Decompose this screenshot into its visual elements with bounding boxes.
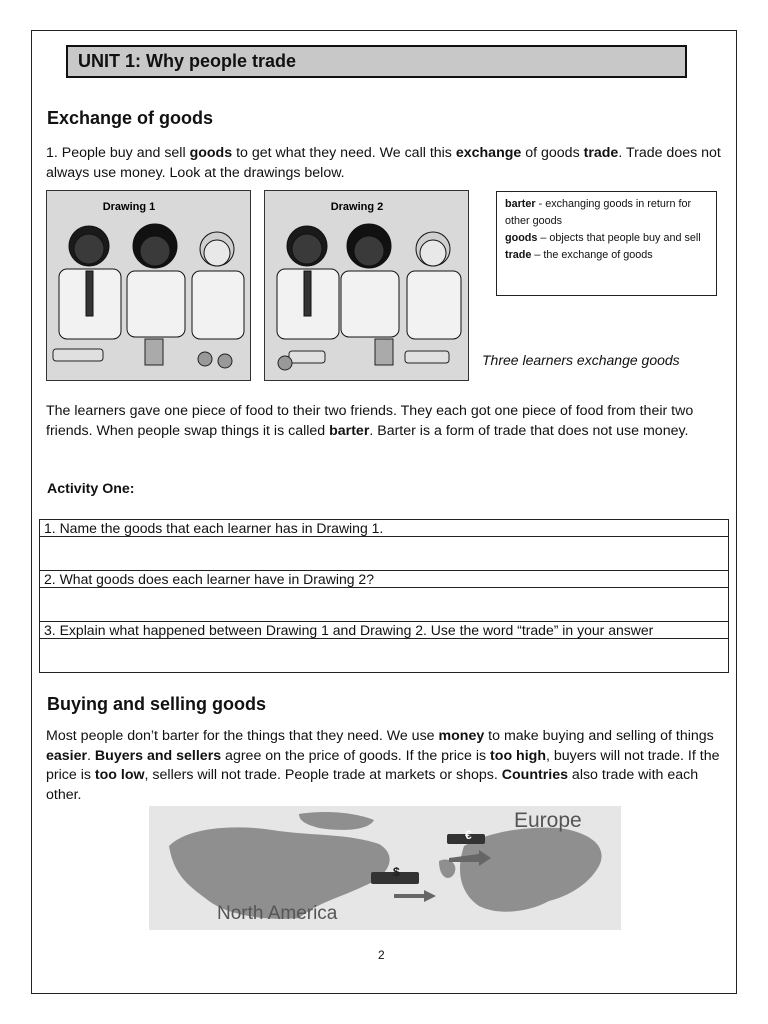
page-number: 2 <box>378 948 385 962</box>
activity-table <box>39 519 729 673</box>
unit-title: UNIT 1: Why people trade <box>66 45 687 78</box>
activity-answer-2[interactable] <box>40 588 729 622</box>
buying-paragraph: Most people don’t barter for the things that they need. We use money to make buying and selling of things easier. Buyers and sellers agree on the price of goods. If the price is too high, buyers will not trade. If the price is too low, sellers will not trade. People trade at markets or shops. Countries also trade with each other. <box>46 728 720 803</box>
section-heading-buying: Buying and selling goods <box>47 694 267 714</box>
trade-map <box>149 806 621 930</box>
label-north-america: North America <box>217 903 338 924</box>
activity-answer-3[interactable] <box>40 639 729 673</box>
intro-paragraph: 1. People buy and sell goods to get what they need. We call this exchange of goods trade. Trade does not always use money. Look at the drawings below. <box>46 145 721 181</box>
glossary-entry-barter: barter - exchanging goods in return for other goods <box>505 198 692 227</box>
euro-icon: € <box>465 828 472 842</box>
drawing-1-title: Drawing 1 <box>102 201 156 213</box>
glossary-entry-trade: trade – the exchange of goods <box>505 249 653 261</box>
barter-paragraph: The learners gave one piece of food to their two friends. They each got one piece of food from their two friends. When people swap things it is called barter. Barter is a form of trade that does not use money. <box>46 403 694 439</box>
activity-title: Activity One: <box>47 481 135 497</box>
section-heading-exchange: Exchange of goods <box>47 108 214 128</box>
food-items <box>278 339 449 370</box>
food-items <box>53 339 232 368</box>
learner-figures <box>277 224 461 339</box>
drawings-caption: Three learners exchange goods <box>482 352 680 368</box>
activity-question-1: 1. Name the goods that each learner has in Drawing 1. <box>40 520 729 537</box>
drawing-1 <box>46 190 251 381</box>
activity-answer-1[interactable] <box>40 537 729 571</box>
label-europe: Europe <box>514 809 582 832</box>
glossary-box <box>496 191 717 296</box>
drawing-2-title: Drawing 2 <box>330 201 384 213</box>
activity-question-2: 2. What goods does each learner have in Drawing 2? <box>40 571 729 588</box>
dollar-icon: $ <box>393 865 400 879</box>
activity-question-3: 3. Explain what happened between Drawing 1 and Drawing 2. Use the word “trade” in your answer <box>40 622 729 639</box>
learner-figures <box>59 224 244 339</box>
drawing-2 <box>264 190 469 381</box>
glossary-entry-goods: goods – objects that people buy and sell <box>505 232 701 244</box>
